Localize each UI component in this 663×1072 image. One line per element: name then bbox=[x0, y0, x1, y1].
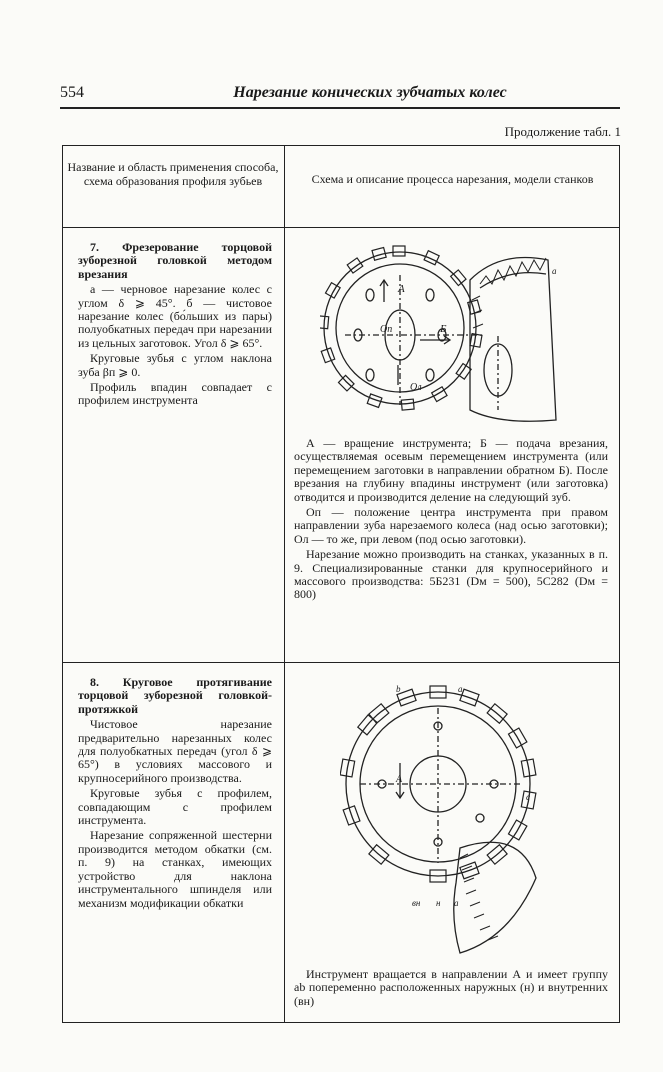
fig8-label-vn: вн bbox=[412, 898, 421, 908]
col-header-right: Схема и описание процесса нарезания, модели станков bbox=[311, 172, 594, 186]
row8-left-cell bbox=[78, 676, 272, 912]
fig8-label-c: c bbox=[526, 792, 530, 802]
fig7-label-ol: Ол bbox=[410, 382, 422, 393]
fig7-label-op: Оп bbox=[380, 324, 393, 335]
row8-left-para-1: Чистовое нарезание предварительно нарезанных колес для полуобкатных передач (угол δ ⩾ 65°) в условиях массового и крупносерийного производства. bbox=[78, 717, 272, 785]
fig7-label-a: А bbox=[398, 283, 405, 295]
fig8-label-b: b bbox=[396, 684, 401, 694]
page-number: 554 bbox=[60, 84, 84, 101]
page-header bbox=[60, 84, 620, 108]
row-divider bbox=[62, 662, 620, 663]
running-title: Нарезание конических зубчатых колес bbox=[233, 84, 507, 101]
row7-left-para-3: Профиль впадин совпадает с профилем инструмента bbox=[78, 380, 272, 408]
row7-right-para-1: А — вращение инструмента; Б — подача врезания, осуществляемая осевым перемещением инструмента (или перемещением заготовки в направлении обратном Б). После врезания на глубину впадины инструмент (или заготовка) отводится и производится деление на следующий зуб. bbox=[294, 436, 608, 504]
row7-left-para-1: а — черновое нарезание колес с углом δ ⩾ 45°. б — чистовое нарезание колес (бо́льших из пары) полуобкатных передач при нарезании из цельных заготовок. Угол δ ⩾ 65°. bbox=[78, 282, 272, 350]
row7-right-cell bbox=[294, 437, 608, 604]
fig8-label-a-bot: a bbox=[454, 898, 459, 908]
row7-right-para-3: Нарезание можно производить на станках, указанных в п. 9. Специализированные станки для крупносерийного и массового производства: 5Б231 (Dм = 500), 5С282 (Dм = 800) bbox=[294, 547, 608, 602]
row8-left-para-3: Нарезание сопряженной шестерни производится методом обкатки (см. п. 9) на станках, имеющих устройство для наклона инструментального шпинделя или механизм модификации обкатки bbox=[78, 828, 272, 910]
fig8-label-A: А bbox=[396, 774, 403, 785]
row7-right-para-2: Оп — положение центра инструмента при правом направлении зуба нарезаемого колеса (над осью заготовки); Ол — то же, при левом (под осью заготовки). bbox=[294, 505, 608, 546]
row7-left-para-2: Круговые зубья с углом наклона зуба βп ⩾ 0. bbox=[78, 351, 272, 379]
header-divider bbox=[62, 227, 620, 228]
fig8-label-n: н bbox=[436, 898, 441, 908]
face-mill-figure bbox=[320, 240, 580, 430]
row8-title: 8. Круговое протягивание торцовой зуборезной головкой-протяжкой bbox=[78, 675, 272, 716]
header-rule bbox=[60, 107, 620, 109]
column-divider bbox=[284, 145, 285, 1023]
row8-left-para-2: Круговые зубья с профилем, совпадающим с профилем инструмента. bbox=[78, 786, 272, 828]
row7-left-cell bbox=[78, 241, 272, 410]
col-header-left: Название и область применения способа, схема образования профиля зубьев bbox=[67, 160, 279, 188]
broach-figure bbox=[340, 678, 560, 963]
row8-right-para-1: Инструмент вращается в направлении А и имеет группу ab попеременно расположенных наружных (н) и внутренних (вн) bbox=[294, 967, 608, 1008]
row7-title: 7. Фрезерование торцовой зуборезной головкой методом врезания bbox=[78, 240, 272, 281]
fig7-label-corner: а bbox=[552, 266, 557, 276]
table-continuation: Продолжение табл. 1 bbox=[504, 124, 621, 139]
fig8-label-a-top: a bbox=[458, 684, 463, 694]
fig7-label-b: Б bbox=[440, 323, 447, 335]
row8-right-cell bbox=[294, 968, 608, 1010]
